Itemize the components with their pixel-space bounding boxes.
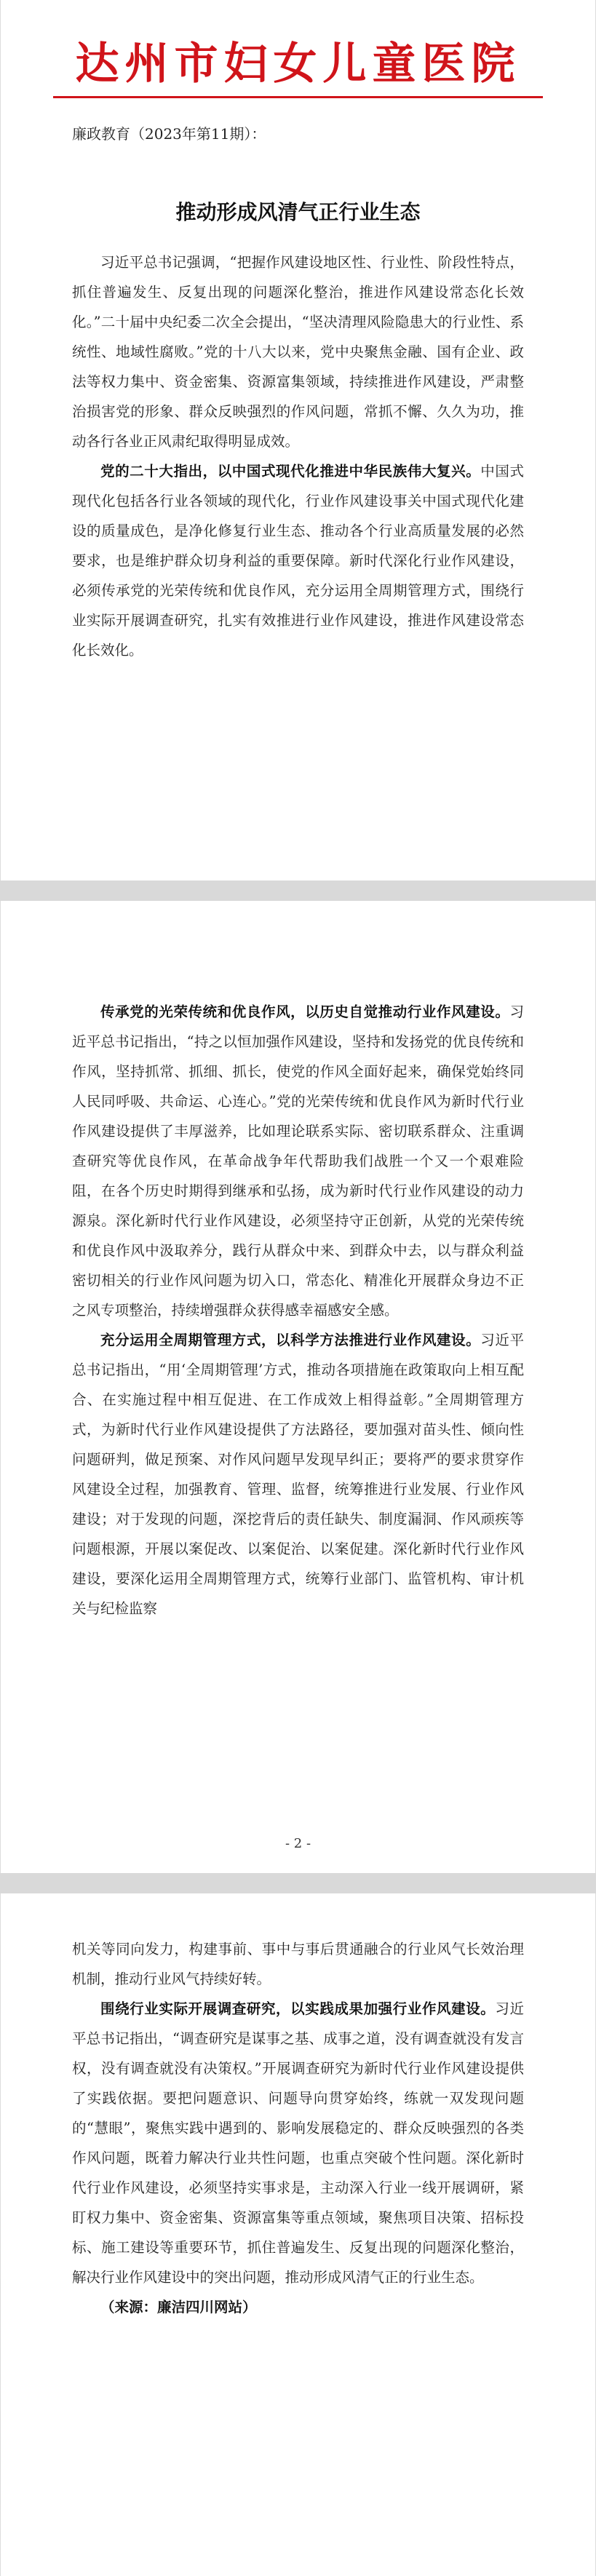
paragraph-text: 中国式现代化包括各行业各领域的现代化，行业作风建设事关中国式现代化建设的质量成色，是净化修复行业生态、推动各个行业高质量发展的必然要求，也是维护群众切身利益的重要保障。新时代深化行业作风建设，必须传承党的光荣传统和优良作风，充分运用全周期管理方式，围绕行业实际开展调查研究，扎实有效推进行业作风建设，推进作风建设常态化长效化。: [72, 463, 524, 659]
page1-body: [72, 247, 524, 665]
document-page-2: [0, 901, 596, 1873]
document-page-1: [0, 0, 596, 880]
paragraph: [72, 1994, 524, 2292]
bold-lead: 传承党的光荣传统和优良作风，以历史自觉推动行业作风建设。: [100, 1003, 510, 1020]
bold-lead: 充分运用全周期管理方式，以科学方法推进行业作风建设。: [100, 1332, 481, 1348]
page-number: - 2 -: [285, 1836, 311, 1851]
header-red-rule: [53, 96, 543, 98]
article-title: 推动形成风清气正行业生态: [175, 200, 421, 224]
paragraph-text: 习近平总书记指出，“调查研究是谋事之基、成事之道，没有调查就没有发言权，没有调查就没有决策权。”开展调查研究为新时代行业作风建设提供了实践依据。要把问题意识、问题导向贯穿始终，练就一双发现问题的“慧眼”，聚焦实践中遇到的、影响发展稳定的、群众反映强烈的各类作风问题，既着力解决行业共性问题，也重点突破个性问题。深化新时代行业作风建设，必须坚持实事求是，主动深入行业一线开展调研，紧盯权力集中、资金密集、资源富集等重点领域，聚焦项目决策、招标投标、施工建设等重要环节，抓住普遍发生、反复出现的问题深化整治，解决行业作风建设中的突出问题，推动形成风清气正的行业生态。: [72, 2000, 524, 2286]
page-separator: [0, 880, 596, 901]
paragraph: [72, 997, 524, 1325]
source-note: （来源：廉洁四川网站）: [100, 2299, 257, 2315]
paragraph: [72, 1325, 524, 1623]
page3-body: [72, 1934, 524, 2322]
page2-body: [72, 997, 524, 1623]
paragraph: 机关等同向发力，构建事前、事中与事后贯通融合的行业风气长效治理机制，推动行业风气持续好转。: [72, 1941, 524, 1987]
page-separator: [0, 1873, 596, 1893]
bold-lead: 党的二十大指出，以中国式现代化推进中华民族伟大复兴。: [100, 463, 481, 480]
paragraph: [72, 2292, 524, 2322]
bold-lead: 围绕行业实际开展调查研究，以实践成果加强行业作风建设。: [100, 2000, 496, 2017]
org-header-title: 达州市妇女儿童医院: [75, 39, 521, 90]
paragraph: 习近平总书记强调，“把握作风建设地区性、行业性、阶段性特点，抓住普遍发生、反复出现的问题深化整治，推进作风建设常态化长效化。”二十届中央纪委二次全会提出，“坚决清理风险隐患大的行业性、系统性、地域性腐败。”党的十八大以来，党中央聚焦金融、国有企业、政法等权力集中、资金密集、资源富集领域，持续推进作风建设，严肃整治损害党的形象、群众反映强烈的作风问题，常抓不懈、久久为功，推动各行各业正风肃纪取得明显成效。: [72, 254, 524, 450]
paragraph-text: 习近平总书记指出，“持之以恒加强作风建设，坚持和发扬党的优良传统和作风，坚持抓常、抓细、抓长，使党的作风全面好起来，确保党始终同人民同呼吸、共命运、心连心。”党的光荣传统和优良作风为新时代行业作风建设提供了丰厚滋养，比如理论联系实际、密切联系群众、注重调查研究等优良作风，在革命战争年代帮助我们战胜一个又一个艰难险阻，在各个历史时期得到继承和弘扬，成为新时代行业作风建设的动力源泉。深化新时代行业作风建设，必须坚持守正创新，从党的光荣传统和优良作风中汲取养分，践行从群众中来、到群众中去，以与群众利益密切相关的行业作风问题为切入口，常态化、精准化开展群众身边不正之风专项整治，持续增强群众获得感幸福感安全感。: [72, 1003, 524, 1319]
paragraph: [72, 456, 524, 665]
document-page-3: [0, 1893, 596, 2576]
issue-line: 廉政教育（2023年第11期）：: [72, 125, 266, 143]
paragraph-text: 习近平总书记指出，“用‘全周期管理’方式，推动各项措施在政策取向上相互配合、在实施过程中相互促进、在工作成效上相得益彰。”全周期管理方式，为新时代行业作风建设提供了方法路径，要加强对苗头性、倾向性问题研判，做足预案、对作风问题早发现早纠正；要将严的要求贯穿作风建设全过程，加强教育、管理、监督，统筹推进行业发展、行业作风建设；对于发现的问题，深挖背后的责任缺失、制度漏洞、作风顽疾等问题根源，开展以案促改、以案促治、以案促建。深化新时代行业作风建设，要深化运用全周期管理方式，统筹行业部门、监管机构、审计机关与纪检监察: [72, 1332, 524, 1617]
